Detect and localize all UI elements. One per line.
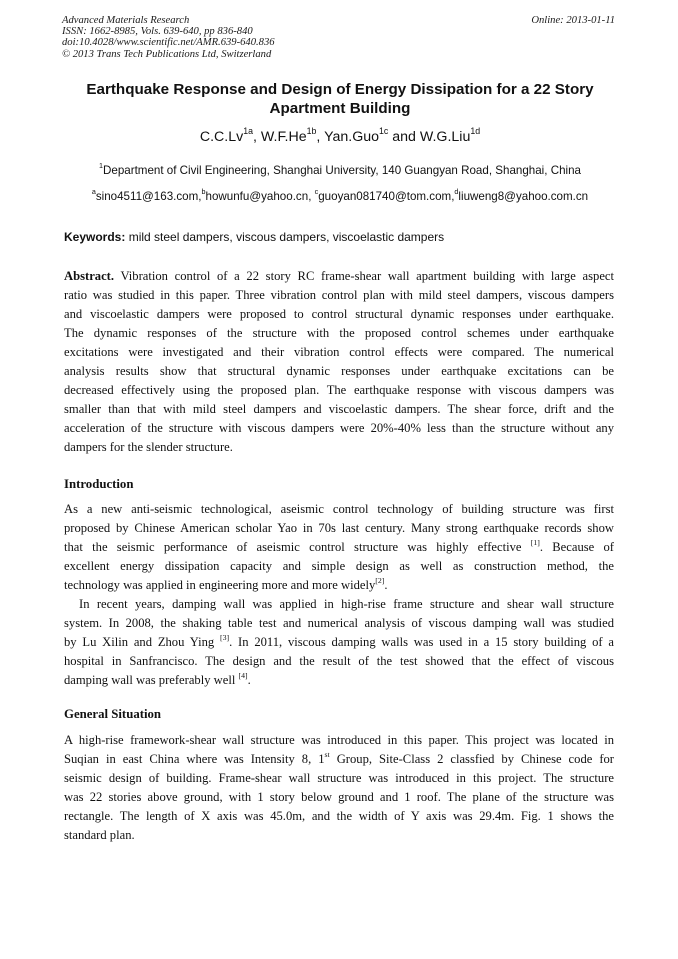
abstract-line: excitations were investigated and their vibration control effects were compared. The numerical bbox=[64, 345, 614, 359]
introduction-paragraph-1 bbox=[64, 500, 614, 595]
keywords bbox=[64, 230, 444, 245]
email-link[interactable]: liuweng8@yahoo.com.cn bbox=[458, 190, 589, 203]
email-mark: d bbox=[454, 187, 459, 197]
paragraph-line: standard plan. bbox=[64, 828, 135, 842]
author bbox=[419, 125, 481, 145]
citation-ref-3[interactable]: [3] bbox=[220, 632, 230, 642]
paragraph-line bbox=[64, 538, 614, 557]
issn-line: ISSN: 1662-8985, Vols. 639-640, pp 836-840 bbox=[62, 26, 253, 38]
author-affil-mark: 1d bbox=[470, 125, 481, 136]
ordinal-suffix: st bbox=[324, 749, 330, 759]
line-text: damping wall was preferably well bbox=[64, 673, 239, 687]
paragraph-line bbox=[64, 750, 614, 769]
paragraph-line: hospital in Sanfrancisco. The design and the result of the test showed that the effect of viscous bbox=[64, 654, 614, 668]
line-text: Group, Site-Class 2 classfied by Chinese code for bbox=[329, 752, 615, 766]
email-separator: , bbox=[198, 190, 202, 203]
line-text: . In 2011, viscous damping walls was used in a 15 story building of a bbox=[229, 635, 615, 649]
section-heading-introduction: Introduction bbox=[64, 477, 134, 491]
author-affil-mark: 1a bbox=[243, 125, 253, 136]
abstract-line: smaller than that with mild steel dampers and viscoelastic dampers. The shear force, drift and the bbox=[64, 402, 614, 416]
author-name: W.F.He bbox=[260, 129, 307, 145]
line-text: . bbox=[384, 578, 388, 592]
author-name: C.C.Lv bbox=[199, 129, 244, 145]
copyright-line: © 2013 Trans Tech Publications Ltd, Switzerland bbox=[62, 48, 272, 60]
abstract-line: dampers for the slender structure. bbox=[64, 440, 233, 454]
paragraph-line bbox=[64, 576, 614, 595]
paragraph-line bbox=[64, 633, 614, 652]
email-mark: a bbox=[91, 187, 96, 197]
email-list bbox=[60, 187, 620, 204]
citation-ref-4[interactable]: [4] bbox=[238, 670, 248, 680]
paragraph-line: In recent years, damping wall was applied in high-rise frame structure and shear wall structure bbox=[79, 597, 614, 611]
author-affil-mark: 1c bbox=[379, 125, 389, 136]
author-affil-mark: 1b bbox=[306, 125, 317, 136]
abstract-line bbox=[64, 267, 614, 286]
abstract-line: analysis results show that structural dynamic responses under earthquake excitations can be bbox=[64, 364, 614, 378]
affiliation bbox=[60, 161, 620, 178]
abstract-line: and viscoelastic dampers were proposed to control structural dynamic responses under earthquake. bbox=[64, 307, 614, 321]
citation-ref-2[interactable]: [2] bbox=[375, 575, 385, 585]
journal-name: Advanced Materials Research bbox=[62, 15, 190, 26]
affiliation-mark: 1 bbox=[99, 161, 103, 171]
line-text: technology was applied in engineering more and more widely bbox=[64, 578, 376, 592]
abstract-label: Abstract. bbox=[64, 269, 115, 283]
paragraph-line: proposed by Chinese American scholar Yao in 70s last century. Many strong earthquake records show bbox=[64, 521, 614, 535]
abstract bbox=[64, 267, 614, 457]
author-separator: , bbox=[253, 129, 261, 145]
email-link[interactable]: sino4511@163.com bbox=[95, 190, 199, 203]
author bbox=[324, 125, 420, 145]
paragraph-line bbox=[64, 671, 614, 690]
paragraph-line: rectangle. The length of X axis was 45.0m, and the width of Y axis was 29.4m. Fig. 1 shows the bbox=[64, 809, 614, 823]
author-name: Yan.Guo bbox=[324, 129, 380, 145]
email-link[interactable]: howunfu@yahoo.cn bbox=[205, 190, 309, 203]
introduction-paragraph-2 bbox=[64, 595, 614, 690]
section-heading-general-situation: General Situation bbox=[64, 707, 162, 721]
citation-ref-1[interactable]: [1] bbox=[530, 537, 540, 547]
journal-header bbox=[62, 15, 275, 60]
line-text: Suqian in east China where was Intensity 8, 1 bbox=[64, 752, 325, 766]
paper-title bbox=[60, 80, 620, 118]
email-mark: b bbox=[201, 187, 206, 197]
author-separator: , bbox=[316, 129, 325, 145]
title-line-2: Apartment Building bbox=[269, 100, 411, 117]
keywords-label: Keywords: bbox=[64, 230, 126, 244]
abstract-line: The dynamic responses of the structure with the proposed control schemes under earthquake bbox=[64, 326, 614, 340]
abstract-line: ratio was studied in this paper. Three vibration control plan with mild steel dampers, viscous dampers bbox=[64, 288, 614, 302]
email-link[interactable]: guoyan081740@tom.com bbox=[318, 190, 452, 203]
doi-line: doi:10.4028/www.scientific.net/AMR.639-640.836 bbox=[62, 37, 275, 49]
online-date: Online: 2013-01-11 bbox=[531, 15, 615, 26]
author-separator: and bbox=[388, 129, 420, 145]
paragraph-line: system. In 2008, the shaking table test and numerical analysis of viscous damping wall was studied bbox=[64, 616, 614, 630]
paragraph-line: seismic design of building. Frame-shear wall structure was introduced in this project. The structure bbox=[64, 771, 614, 785]
abstract-text: Vibration control of a 22 story RC frame-shear wall apartment building with large aspect bbox=[114, 269, 614, 283]
author bbox=[260, 125, 325, 145]
line-text: . Because of bbox=[539, 540, 614, 554]
affiliation-text: Department of Civil Engineering, Shanghai University, 140 Guangyan Road, Shanghai, China bbox=[103, 164, 581, 177]
email-mark: c bbox=[314, 187, 319, 197]
line-text: by Lu Xilin and Zhou Ying bbox=[64, 635, 221, 649]
abstract-line: acceleration of the structure with viscous dampers were 20%-40% less than the structure without any bbox=[64, 421, 614, 435]
keywords-text: mild steel dampers, viscous dampers, viscoelastic dampers bbox=[125, 230, 445, 244]
paragraph-line: A high-rise framework-shear wall structure was introduced in this paper. This project was located in bbox=[64, 733, 614, 747]
line-text: . bbox=[247, 673, 251, 687]
author bbox=[199, 125, 261, 145]
line-text: that the seismic performance of aseismic control structure was highly effective bbox=[64, 540, 531, 554]
email-separator: , bbox=[308, 190, 315, 203]
general-situation-paragraph bbox=[64, 731, 614, 845]
abstract-line: decreased effectively using the proposed plan. The earthquake response with viscous dampers was bbox=[64, 383, 614, 397]
title-line-1: Earthquake Response and Design of Energy Dissipation for a 22 Story bbox=[86, 81, 594, 98]
paragraph-line: was 22 stories above ground, with 1 story below ground and 1 roof. The plane of the structure was bbox=[64, 790, 614, 804]
author-name: W.G.Liu bbox=[419, 129, 471, 145]
paragraph-line: As a new anti-seismic technological, aseismic control technology of building structure was first bbox=[64, 502, 614, 516]
paragraph-line: excellent energy dissipation capacity and simple design as well as construction method, the bbox=[64, 559, 614, 573]
email-separator: , bbox=[451, 190, 455, 203]
author-list bbox=[60, 125, 620, 146]
